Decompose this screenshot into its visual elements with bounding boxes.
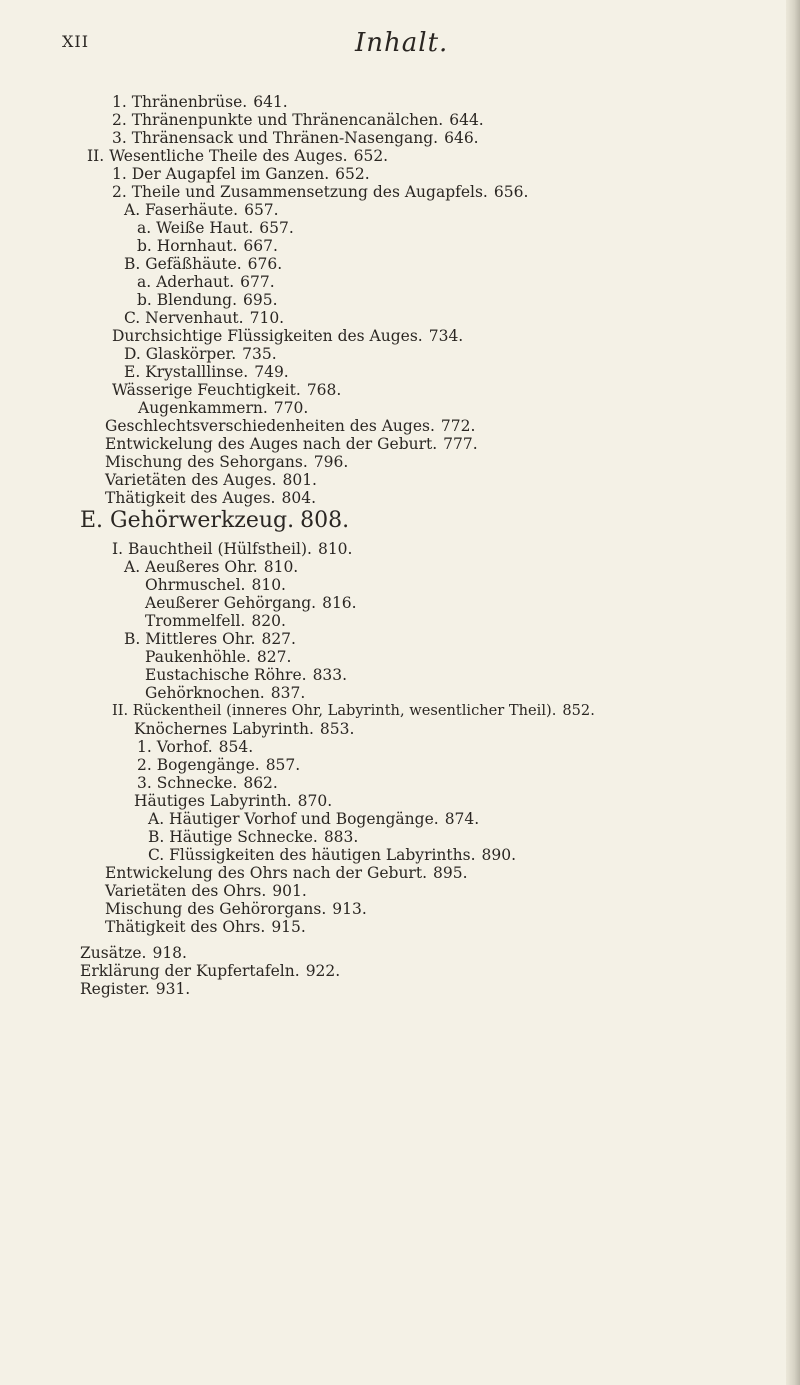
toc-entry-text: Trommelfell.: [145, 612, 246, 630]
toc-entry: [105, 488, 316, 508]
toc-entry-text: C. Flüssigkeiten des häutigen Labyrinths.: [148, 846, 476, 864]
toc-entry-page: 749.: [254, 363, 289, 381]
toc-entry-page: 667.: [243, 237, 278, 255]
toc-entry-page: 641.: [253, 93, 288, 111]
toc-entry-page: 890.: [481, 846, 517, 864]
toc-entry-text: 3. Thränensack und Thränen-Nasengang.: [112, 129, 439, 147]
toc-entry: [105, 881, 307, 901]
toc-entry: [112, 128, 479, 148]
toc-entry-text: A. Aeußeres Ohr.: [124, 558, 258, 576]
toc-entry-text: Geschlechtsverschiedenheiten des Auges.: [105, 417, 435, 435]
toc-entry-text: Entwickelung des Auges nach der Geburt.: [105, 435, 438, 453]
toc-entry: [124, 344, 277, 364]
toc-entry-text: Häutiges Labyrinth.: [134, 792, 292, 810]
toc-entry: [124, 629, 296, 649]
toc-entry-page: 652.: [353, 147, 389, 165]
toc-entry-text: Durchsichtige Flüssigkeiten des Auges.: [112, 327, 423, 345]
toc-entry-text: Aeußerer Gehörgang.: [145, 594, 317, 612]
toc-entry-text: Varietäten des Auges.: [105, 471, 277, 489]
toc-entry-page: 820.: [251, 612, 286, 630]
toc-entry-page: 710.: [249, 309, 285, 327]
toc-entry: [134, 719, 354, 739]
toc-entry-text: Entwickelung des Ohrs nach der Geburt.: [105, 864, 427, 882]
toc-entry-page: 931.: [155, 980, 191, 998]
toc-entry-text: b. Hornhaut.: [137, 237, 238, 255]
toc-entry-text: E. Krystalllinse.: [124, 363, 249, 381]
toc-entry-page: 772.: [440, 417, 476, 435]
page-header: [0, 28, 790, 68]
toc-entry-text: Gehörknochen.: [145, 684, 265, 702]
toc-entry-page: 913.: [332, 900, 367, 918]
toc-entry-text: 2. Bogengänge.: [137, 756, 260, 774]
toc-entry: [112, 164, 370, 184]
toc-section-heading: [80, 508, 349, 534]
toc-entry-page: 644.: [449, 111, 484, 129]
toc-entry-page: 652.: [335, 165, 370, 183]
page-number: XII: [62, 32, 90, 51]
toc-entry: [137, 773, 278, 793]
toc-entry-text: Ohrmuschel.: [145, 576, 246, 594]
toc-entry-page: 695.: [243, 291, 278, 309]
toc-entry: [145, 665, 347, 685]
toc-entry-page: 854.: [218, 738, 254, 756]
toc-entry: [124, 200, 279, 220]
toc-entry-text: 3. Schnecke.: [137, 774, 238, 792]
toc-entry: [137, 218, 294, 238]
toc-entry-text: a. Aderhaut.: [137, 273, 235, 291]
toc-entry: [124, 557, 298, 577]
toc-entry-text: a. Weiße Haut.: [137, 219, 254, 237]
toc-entry: [112, 110, 484, 130]
toc-entry: [148, 845, 516, 865]
toc-entry-text: Zusätze.: [80, 944, 147, 962]
toc-entry-text: 2. Theile und Zusammensetzung des Augapfels.: [112, 183, 488, 201]
toc-entry: [112, 539, 352, 559]
toc-entry-text: I. Bauchtheil (Hülfstheil).: [112, 540, 312, 558]
toc-entry-text: Augenkammern.: [138, 399, 268, 417]
toc-entry: [112, 326, 463, 346]
toc-entry-text: Paukenhöhle.: [145, 648, 251, 666]
toc-entry-page: 676.: [247, 255, 283, 273]
toc-entry-page: 777.: [443, 435, 478, 453]
toc-entry-text: Varietäten des Ohrs.: [105, 882, 267, 900]
toc-entry-text: Thätigkeit des Ohrs.: [105, 918, 266, 936]
toc-entry-text: B. Gefäßhäute.: [124, 255, 242, 273]
toc-entry-text: B. Häutige Schnecke.: [148, 828, 318, 846]
toc-entry-text: B. Mittleres Ohr.: [124, 630, 256, 648]
toc-entry: [80, 943, 187, 963]
toc-entry-page: 853.: [319, 720, 355, 738]
toc-entry-page: 801.: [282, 471, 317, 489]
toc-entry-text: II. Wesentliche Theile des Auges.: [87, 147, 348, 165]
toc-entry-page: 804.: [281, 489, 316, 507]
toc-entry: [145, 593, 357, 613]
toc-entry-text: E. Gehörwerkzeug.: [80, 508, 295, 533]
toc-entry-page: 810.: [251, 576, 286, 594]
toc-entry-page: 827.: [256, 648, 292, 666]
toc-entry-text: C. Nervenhaut.: [124, 309, 244, 327]
toc-entry: [105, 917, 306, 937]
toc-entry-page: 734.: [428, 327, 464, 345]
toc-entry: [105, 863, 468, 883]
toc-entry-page: 901.: [272, 882, 307, 900]
toc-entry-page: 874.: [444, 810, 480, 828]
toc-entry-page: 657.: [259, 219, 294, 237]
toc-entry-page: 646.: [444, 129, 479, 147]
toc-entry-page: 895.: [433, 864, 468, 882]
toc-entry-text: Wässerige Feuchtigkeit.: [112, 381, 301, 399]
toc-entry-page: 796.: [313, 453, 349, 471]
toc-entry-page: 657.: [244, 201, 279, 219]
toc-entry-text: Mischung des Gehörorgans.: [105, 900, 327, 918]
toc-entry-page: 870.: [297, 792, 333, 810]
page-title: Inhalt.: [355, 28, 449, 58]
page-edge: [786, 0, 800, 1385]
toc-entry: [112, 701, 595, 721]
toc-entry: [148, 809, 479, 829]
toc-entry: [138, 398, 308, 418]
toc-entry-page: 837.: [270, 684, 306, 702]
toc-entry: [105, 434, 478, 454]
toc-entry-page: 677.: [240, 273, 275, 291]
toc-entry-page: 656.: [493, 183, 529, 201]
toc-entry: [105, 899, 367, 919]
toc-entry-page: 768.: [306, 381, 342, 399]
toc-entry-text: A. Häutiger Vorhof und Bogengänge.: [148, 810, 439, 828]
toc-entry-text: Mischung des Sehorgans.: [105, 453, 308, 471]
toc-entry-page: 833.: [312, 666, 348, 684]
toc-entry-page: 810.: [263, 558, 299, 576]
toc-entry: [137, 272, 275, 292]
toc-entry: [105, 470, 317, 490]
toc-entry: [112, 92, 288, 112]
toc-entry-text: Eustachische Röhre.: [145, 666, 307, 684]
toc-entry-text: Erklärung der Kupfertafeln.: [80, 962, 300, 980]
toc-entry: [80, 961, 340, 981]
toc-entry: [87, 146, 388, 166]
toc-entry: [134, 791, 332, 811]
toc-entry-text: 1. Thränenbrüse.: [112, 93, 248, 111]
toc-entry: [124, 308, 284, 328]
toc-entry-text: A. Faserhäute.: [124, 201, 239, 219]
toc-entry: [137, 290, 278, 310]
toc-entry-text: b. Blendung.: [137, 291, 238, 309]
toc-entry: [137, 755, 300, 775]
toc-entry: [145, 683, 305, 703]
toc-entry-page: 922.: [305, 962, 341, 980]
toc-entry: [105, 416, 475, 436]
toc-entry-text: 1. Der Augapfel im Ganzen.: [112, 165, 330, 183]
toc-entry-page: 862.: [243, 774, 278, 792]
toc-entry: [80, 979, 190, 999]
toc-entry-text: Thätigkeit des Auges.: [105, 489, 276, 507]
toc-entry-text: Register.: [80, 980, 150, 998]
toc-entry-page: 852.: [562, 702, 595, 719]
toc-entry: [112, 380, 341, 400]
toc-entry-page: 810.: [317, 540, 353, 558]
toc-entry-page: 735.: [242, 345, 277, 363]
toc-entry-text: D. Glaskörper.: [124, 345, 237, 363]
toc-entry: [137, 236, 278, 256]
toc-entry-page: 915.: [271, 918, 306, 936]
toc-entry: [124, 254, 282, 274]
toc-entry: [137, 737, 253, 757]
toc-entry-text: 1. Vorhof.: [137, 738, 213, 756]
toc-entry: [145, 647, 291, 667]
toc-entry: [105, 452, 348, 472]
toc-entry-page: 816.: [322, 594, 357, 612]
toc-entry: [145, 611, 286, 631]
toc-entry: [112, 182, 528, 202]
toc-entry: [124, 362, 289, 382]
toc-entry-page: 808.: [300, 508, 350, 533]
toc-entry-page: 827.: [261, 630, 296, 648]
toc-entry-text: II. Rückentheil (inneres Ohr, Labyrinth, wesentlicher Theil).: [112, 702, 557, 719]
toc-entry-text: 2. Thränenpunkte und Thränencanälchen.: [112, 111, 444, 129]
toc-entry: [148, 827, 358, 847]
toc-entry-text: Knöchernes Labyrinth.: [134, 720, 314, 738]
toc-entry-page: 857.: [265, 756, 301, 774]
toc-entry-page: 883.: [323, 828, 359, 846]
toc-entry-page: 770.: [273, 399, 309, 417]
toc-entry-page: 918.: [152, 944, 187, 962]
toc-entry: [145, 575, 286, 595]
